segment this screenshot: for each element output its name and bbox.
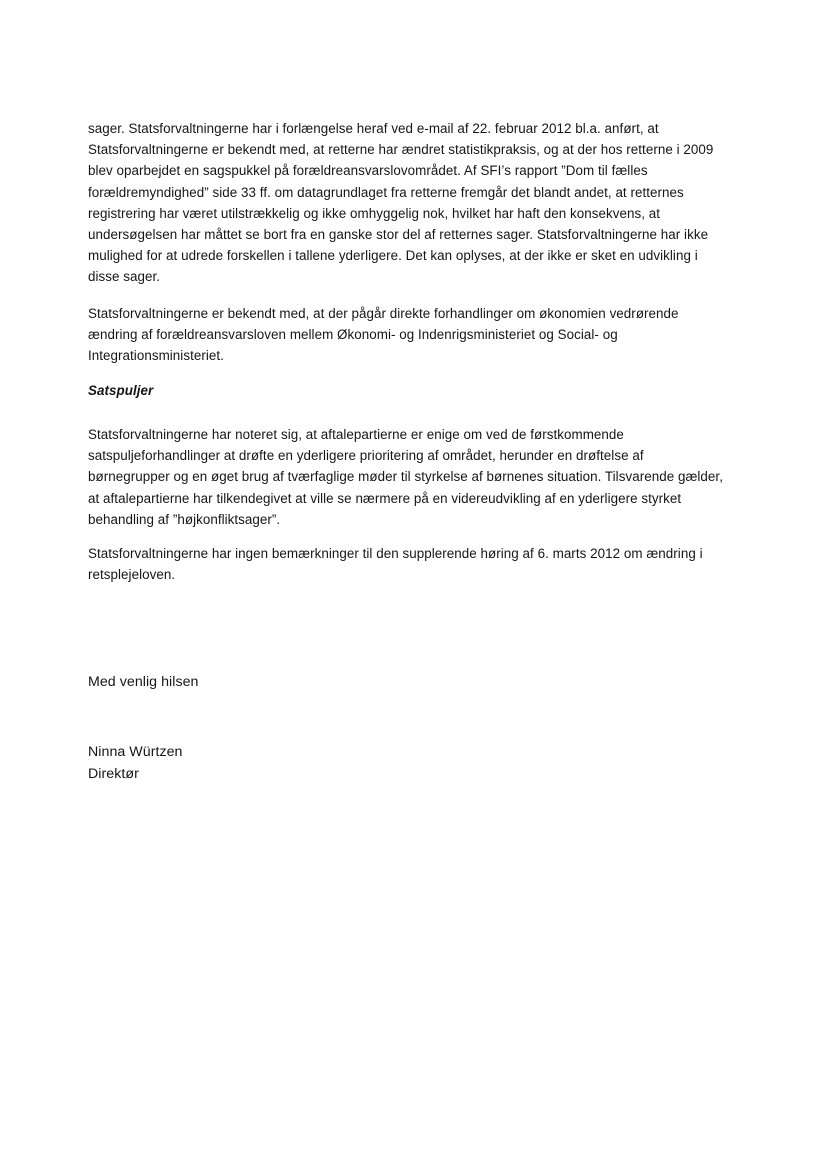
paragraph-line: Statsforvaltningerne har noteret sig, at aftalepartierne er enige om ved de førstkommende <box>88 427 624 442</box>
paragraph-line: Statsforvaltningerne er bekendt med, at retterne har ændret statistikpraksis, og at der hos retterne i 2009 <box>88 142 714 158</box>
paragraph-line: ændring af forældreansvarsloven mellem Økonomi- og Indenrigsministeriet og Social- og <box>88 327 618 343</box>
paragraph-line: retsplejeloven. <box>88 567 176 583</box>
closing-greeting: Med venlig hilsen <box>88 674 199 690</box>
signature-title: Direktør <box>88 766 139 782</box>
paragraph-satspuljer <box>88 424 760 530</box>
signature-name: Ninna Würtzen <box>88 744 183 760</box>
paragraph-line: at aftalepartierne har tilkendegivet at ville se nærmere på en videreudvikling af en yderligere styrket <box>88 490 682 506</box>
paragraph-line: forældremyndighed” side 33 ff. om datagrundlaget fra retterne fremgår det blandt andet, at retternes <box>88 184 684 200</box>
section-heading: Satspuljer <box>88 383 154 398</box>
paragraph-line: blev oparbejdet en sagspukkel på forældreansvarslovområdet. Af SFI’s rapport ”Dom til fælles <box>88 163 648 179</box>
paragraph-line: Integrationsministeriet. <box>88 348 224 364</box>
paragraph-line: børnegrupper og en øget brug af tværfaglige møder til styrkelse af børnenes situation. Tilsvarende gælder, <box>88 469 723 485</box>
paragraph-line: Statsforvaltningerne er bekendt med, at der pågår direkte forhandlinger om økonomien vedrørende <box>88 306 679 321</box>
paragraph-statistics <box>88 118 760 288</box>
paragraph-line: Statsforvaltningerne har ingen bemærkninger til den supplerende høring af 6. marts 2012 om ændring i <box>88 546 703 561</box>
paragraph-line: registrering har været utilstrækkelig og ikke omhyggelig nok, hvilket har haft den konsekvens, at <box>88 205 660 221</box>
paragraph-line: undersøgelsen har måttet se bort fra en ganske stor del af retternes sager. Statsforvaltningerne har ikke <box>88 227 709 243</box>
signature-block <box>88 741 760 785</box>
paragraph-negotiations <box>88 303 760 367</box>
paragraph-hearing <box>88 543 760 585</box>
paragraph-line: disse sager. <box>88 269 161 285</box>
paragraph-line: satspuljeforhandlinger at drøfte en yderligere prioritering af området, herunder en drøftelse af <box>88 448 644 464</box>
paragraph-line: behandling af ”højkonfliktsager”. <box>88 511 281 527</box>
paragraph-line: mulighed for at udrede forskellen i tallene yderligere. Det kan oplyses, at der ikke er sket en udvikling i <box>88 248 698 264</box>
paragraph-line: sager. Statsforvaltningerne har i forlængelse heraf ved e-mail af 22. februar 2012 bl.a. anført, at <box>88 121 659 136</box>
